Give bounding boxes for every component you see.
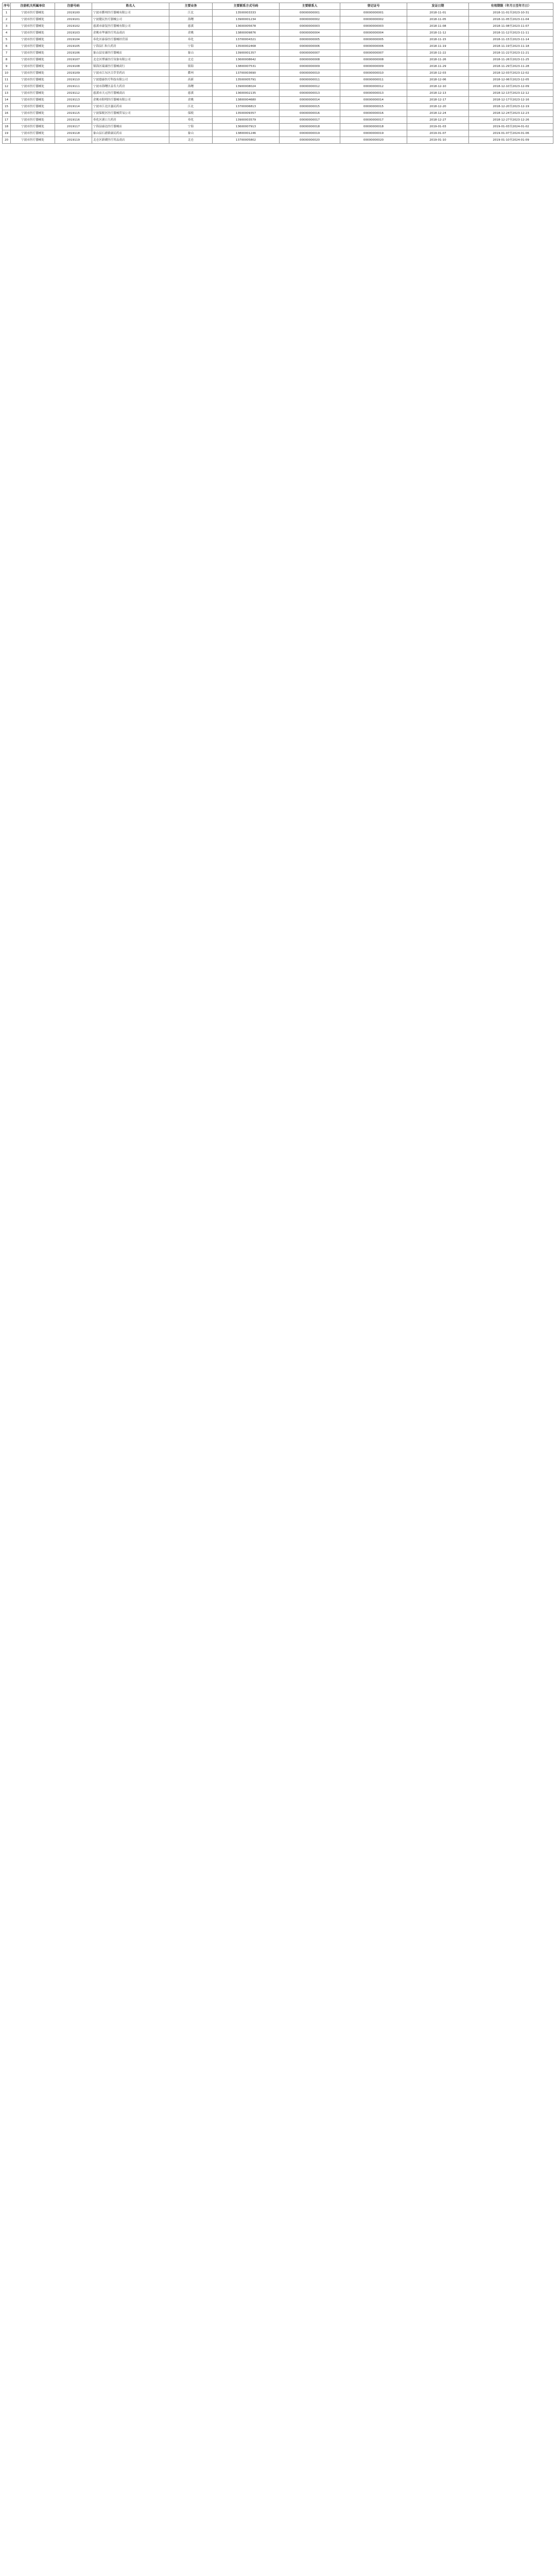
cell-validity: 2019-01-10至2024-01-09 [469, 137, 553, 144]
table-header-row [3, 3, 553, 10]
table-row [3, 50, 553, 57]
cell-contact-person: 00000000007 [280, 50, 340, 57]
cell-cert-number: 00000000011 [340, 77, 407, 83]
cell-cert-number: 00000000020 [340, 137, 407, 144]
cell-index: 3 [3, 23, 11, 30]
cell-reg-number: 2019107 [55, 57, 92, 63]
cell-validity: 2018-11-01至2023-10-31 [469, 10, 553, 16]
cell-name: 宁波市鄞州医疗器械有限公司 [92, 10, 169, 16]
cell-reg-number: 2019105 [55, 43, 92, 50]
table-row [3, 117, 553, 124]
cell-name: 宁波市江北区惠民药店 [92, 104, 169, 110]
cell-issue-date: 2018-11-26 [407, 57, 469, 63]
cell-issue-date: 2018-11-05 [407, 16, 469, 23]
cell-cert-number: 00000000007 [340, 50, 407, 57]
cell-index: 13 [3, 90, 11, 97]
cell-issue-date: 2018-12-24 [407, 110, 469, 117]
header-index: 序号 [3, 3, 11, 10]
cell-name: 慈溪市天元医疗器械商店 [92, 90, 169, 97]
registration-table [2, 3, 553, 144]
cell-index: 9 [3, 63, 11, 70]
cell-authority: 宁波市医疗器械处 [11, 10, 55, 16]
cell-contact-person: 00000000010 [280, 70, 340, 77]
table-row [3, 23, 553, 30]
cell-authority: 宁波市医疗器械处 [11, 77, 55, 83]
cell-issue-date: 2018-12-20 [407, 104, 469, 110]
cell-authority: 宁波市医疗器械处 [11, 83, 55, 90]
cell-business: 余姚 [169, 97, 213, 104]
cell-contact-number: 13700005802 [213, 137, 280, 144]
cell-contact-number: 13700006813 [213, 104, 280, 110]
cell-contact-number: 13900008024 [213, 83, 280, 90]
cell-index: 8 [3, 57, 11, 63]
cell-authority: 宁波市医疗器械处 [11, 70, 55, 77]
cell-issue-date: 2018-11-08 [407, 23, 469, 30]
cell-reg-number: 2019110 [55, 77, 92, 83]
header-reg-number: 注册号码 [55, 3, 92, 10]
cell-reg-number: 2019101 [55, 16, 92, 23]
cell-reg-number: 2019109 [55, 70, 92, 77]
cell-validity: 2018-11-22至2023-11-21 [469, 50, 553, 57]
cell-name: 奉化区康泰医疗器械经营部 [92, 37, 169, 43]
cell-contact-number: 13500003333 [213, 10, 280, 16]
cell-validity: 2018-12-27至2023-12-26 [469, 117, 553, 124]
cell-business: 高新 [169, 77, 213, 83]
cell-index: 2 [3, 16, 11, 23]
cell-contact-number: 13600008642 [213, 57, 280, 63]
cell-business: 慈溪 [169, 90, 213, 97]
cell-reg-number: 2019100 [55, 10, 92, 16]
cell-reg-number: 2019117 [55, 124, 92, 130]
cell-cert-number: 00000000016 [340, 110, 407, 117]
cell-contact-number: 13700004321 [213, 37, 280, 43]
cell-authority: 宁波市医疗器械处 [11, 16, 55, 23]
cell-cert-number: 00000000013 [340, 90, 407, 97]
cell-business: 奉化 [169, 37, 213, 43]
cell-business: 宁海 [169, 43, 213, 50]
cell-validity: 2018-12-24至2023-12-23 [469, 110, 553, 117]
cell-contact-person: 00000000005 [280, 37, 340, 43]
cell-reg-number: 2019114 [55, 104, 92, 110]
cell-issue-date: 2018-11-19 [407, 43, 469, 50]
cell-contact-person: 00000000011 [280, 77, 340, 83]
cell-authority: 宁波市医疗器械处 [11, 104, 55, 110]
cell-cert-number: 00000000009 [340, 63, 407, 70]
cell-authority: 宁波市医疗器械处 [11, 90, 55, 97]
cell-validity: 2018-12-10至2023-12-09 [469, 83, 553, 90]
cell-contact-person: 00000000009 [280, 63, 340, 70]
registration-table-sheet [2, 3, 553, 144]
cell-contact-person: 00000000019 [280, 130, 340, 137]
cell-contact-number: 13800007531 [213, 63, 280, 70]
cell-cert-number: 00000000001 [340, 10, 407, 16]
cell-authority: 宁波市医疗器械处 [11, 43, 55, 50]
cell-business: 鄞州 [169, 70, 213, 77]
cell-business: 江北 [169, 104, 213, 110]
cell-name: 余姚市阳明医疗器械有限公司 [92, 97, 169, 104]
cell-name: 奉化区溪口大药房 [92, 117, 169, 124]
table-row [3, 110, 553, 117]
cell-validity: 2018-12-17至2023-12-16 [469, 97, 553, 104]
cell-reg-number: 2019104 [55, 37, 92, 43]
cell-contact-number: 13600005678 [213, 23, 280, 30]
cell-contact-number: 13900003579 [213, 117, 280, 124]
cell-contact-number: 13800004680 [213, 97, 280, 104]
header-validity: 有效期限（年月日至年月日） [469, 3, 553, 10]
table-row [3, 70, 553, 77]
table-row [3, 130, 553, 137]
cell-issue-date: 2019-01-07 [407, 130, 469, 137]
cell-business: 海曙 [169, 16, 213, 23]
cell-name: 宁海县康达医疗器械店 [92, 124, 169, 130]
cell-authority: 宁波市医疗器械处 [11, 30, 55, 37]
cell-name: 宁波市江东区百草堂药店 [92, 70, 169, 77]
cell-contact-number: 13500009357 [213, 110, 280, 117]
cell-authority: 宁波市医疗器械处 [11, 130, 55, 137]
cell-cert-number: 00000000012 [340, 83, 407, 90]
cell-validity: 2018-12-06至2023-12-05 [469, 77, 553, 83]
cell-contact-person: 00000000020 [280, 137, 340, 144]
cell-business: 镇海 [169, 63, 213, 70]
cell-index: 18 [3, 124, 11, 130]
cell-validity: 2018-11-19至2023-11-18 [469, 43, 553, 50]
cell-name: 象山县安康医疗器械店 [92, 50, 169, 57]
cell-contact-person: 00000000018 [280, 124, 340, 130]
cell-issue-date: 2018-12-17 [407, 97, 469, 104]
cell-name: 北仑区博康医疗设备有限公司 [92, 57, 169, 63]
cell-issue-date: 2018-11-12 [407, 30, 469, 37]
cell-name: 象山县石浦镇康民药店 [92, 130, 169, 137]
cell-contact-number: 13500002468 [213, 43, 280, 50]
cell-name: 镇海区瑞康医疗器械商行 [92, 63, 169, 70]
cell-contact-number: 13600007913 [213, 124, 280, 130]
cell-cert-number: 00000000002 [340, 16, 407, 23]
cell-business: 北仑 [169, 57, 213, 63]
cell-reg-number: 2019113 [55, 97, 92, 104]
cell-name: 宁海县仁和大药房 [92, 43, 169, 50]
cell-index: 20 [3, 137, 11, 144]
cell-reg-number: 2019112 [55, 90, 92, 97]
header-business: 主要业务 [169, 3, 213, 10]
cell-name: 宁波健民医疗器械公司 [92, 16, 169, 23]
cell-contact-person: 00000000004 [280, 30, 340, 37]
cell-validity: 2018-12-03至2023-12-02 [469, 70, 553, 77]
cell-issue-date: 2018-12-10 [407, 83, 469, 90]
cell-index: 12 [3, 83, 11, 90]
cell-contact-number: 13900001234 [213, 16, 280, 23]
table-row [3, 30, 553, 37]
cell-reg-number: 2019106 [55, 50, 92, 57]
cell-reg-number: 2019115 [55, 110, 92, 117]
cell-issue-date: 2019-01-03 [407, 124, 469, 130]
cell-authority: 宁波市医疗器械处 [11, 50, 55, 57]
cell-name: 宁波保税区医疗器械贸易公司 [92, 110, 169, 117]
table-row [3, 77, 553, 83]
cell-validity: 2018-11-15至2023-11-14 [469, 37, 553, 43]
header-contact-person: 主要联系人 [280, 3, 340, 10]
cell-reg-number: 2019118 [55, 130, 92, 137]
cell-name: 宁波德康医疗科技有限公司 [92, 77, 169, 83]
header-contact-number: 主要联系方式号码 [213, 3, 280, 10]
cell-contact-person: 00000000013 [280, 90, 340, 97]
cell-index: 15 [3, 104, 11, 110]
cell-name: 慈溪市康复医疗器械有限公司 [92, 23, 169, 30]
cell-business: 慈溪 [169, 23, 213, 30]
cell-contact-person: 00000000002 [280, 16, 340, 23]
cell-validity: 2018-12-13至2023-12-12 [469, 90, 553, 97]
cell-issue-date: 2018-12-06 [407, 77, 469, 83]
cell-contact-person: 00000000016 [280, 110, 340, 117]
cell-index: 6 [3, 43, 11, 50]
cell-cert-number: 00000000010 [340, 70, 407, 77]
cell-authority: 宁波市医疗器械处 [11, 97, 55, 104]
cell-business: 余姚 [169, 30, 213, 37]
cell-validity: 2018-11-08至2023-11-07 [469, 23, 553, 30]
cell-authority: 宁波市医疗器械处 [11, 63, 55, 70]
cell-contact-number: 13600002135 [213, 90, 280, 97]
cell-name: 宁波市海曙区益寿大药房 [92, 83, 169, 90]
cell-cert-number: 00000000015 [340, 104, 407, 110]
cell-cert-number: 00000000018 [340, 124, 407, 130]
table-row [3, 97, 553, 104]
table-row [3, 83, 553, 90]
cell-contact-number: 13500005791 [213, 77, 280, 83]
cell-issue-date: 2018-11-15 [407, 37, 469, 43]
cell-validity: 2019-01-07至2024-01-06 [469, 130, 553, 137]
cell-authority: 宁波市医疗器械处 [11, 23, 55, 30]
cell-business: 象山 [169, 130, 213, 137]
table-row [3, 43, 553, 50]
cell-index: 16 [3, 110, 11, 117]
cell-contact-number: 13800009876 [213, 30, 280, 37]
table-row [3, 16, 553, 23]
cell-authority: 宁波市医疗器械处 [11, 137, 55, 144]
cell-index: 11 [3, 77, 11, 83]
cell-cert-number: 00000000004 [340, 30, 407, 37]
cell-index: 19 [3, 130, 11, 137]
cell-index: 10 [3, 70, 11, 77]
table-row [3, 63, 553, 70]
cell-reg-number: 2019108 [55, 63, 92, 70]
cell-business: 奉化 [169, 117, 213, 124]
cell-issue-date: 2019-01-10 [407, 137, 469, 144]
cell-issue-date: 2018-11-22 [407, 50, 469, 57]
cell-cert-number: 00000000005 [340, 37, 407, 43]
cell-contact-person: 00000000014 [280, 97, 340, 104]
header-authority: 注册机关所属单位 [11, 3, 55, 10]
cell-contact-person: 00000000003 [280, 23, 340, 30]
cell-reg-number: 2019119 [55, 137, 92, 144]
cell-authority: 宁波市医疗器械处 [11, 110, 55, 117]
cell-reg-number: 2019103 [55, 30, 92, 37]
cell-authority: 宁波市医疗器械处 [11, 117, 55, 124]
header-cert-number: 登记证号 [340, 3, 407, 10]
table-row [3, 57, 553, 63]
cell-validity: 2018-11-12至2023-11-11 [469, 30, 553, 37]
table-row [3, 37, 553, 43]
table-row [3, 10, 553, 16]
table-row [3, 137, 553, 144]
table-row [3, 104, 553, 110]
cell-name: 余姚市华康医疗用品商店 [92, 30, 169, 37]
cell-validity: 2019-01-03至2024-01-02 [469, 124, 553, 130]
cell-reg-number: 2019116 [55, 117, 92, 124]
cell-contact-number: 13900001357 [213, 50, 280, 57]
cell-validity: 2018-11-29至2023-11-28 [469, 63, 553, 70]
cell-issue-date: 2018-12-13 [407, 90, 469, 97]
cell-index: 17 [3, 117, 11, 124]
cell-business: 象山 [169, 50, 213, 57]
cell-reg-number: 2019102 [55, 23, 92, 30]
cell-name: 北仑区新碶医疗用品商店 [92, 137, 169, 144]
cell-index: 5 [3, 37, 11, 43]
cell-reg-number: 2019111 [55, 83, 92, 90]
cell-authority: 宁波市医疗器械处 [11, 124, 55, 130]
cell-issue-date: 2018-11-01 [407, 10, 469, 16]
cell-issue-date: 2018-11-29 [407, 63, 469, 70]
cell-business: 宁海 [169, 124, 213, 130]
header-name: 姓名人 [92, 3, 169, 10]
cell-validity: 2018-11-26至2023-11-25 [469, 57, 553, 63]
cell-cert-number: 00000000008 [340, 57, 407, 63]
cell-cert-number: 00000000006 [340, 43, 407, 50]
cell-cert-number: 00000000017 [340, 117, 407, 124]
cell-contact-number: 13700003690 [213, 70, 280, 77]
cell-index: 4 [3, 30, 11, 37]
cell-cert-number: 00000000014 [340, 97, 407, 104]
table-body [3, 10, 553, 144]
cell-validity: 2018-11-05至2023-11-04 [469, 16, 553, 23]
cell-contact-person: 00000000001 [280, 10, 340, 16]
cell-contact-person: 00000000015 [280, 104, 340, 110]
cell-issue-date: 2018-12-27 [407, 117, 469, 124]
cell-validity: 2018-12-20至2023-12-19 [469, 104, 553, 110]
cell-cert-number: 00000000019 [340, 130, 407, 137]
cell-index: 7 [3, 50, 11, 57]
cell-business: 北仑 [169, 137, 213, 144]
cell-index: 1 [3, 10, 11, 16]
cell-contact-person: 00000000012 [280, 83, 340, 90]
cell-business: 江北 [169, 10, 213, 16]
cell-contact-person: 00000000008 [280, 57, 340, 63]
cell-contact-person: 00000000017 [280, 117, 340, 124]
cell-contact-number: 13800001246 [213, 130, 280, 137]
cell-authority: 宁波市医疗器械处 [11, 57, 55, 63]
cell-issue-date: 2018-12-03 [407, 70, 469, 77]
cell-index: 14 [3, 97, 11, 104]
table-row [3, 90, 553, 97]
cell-cert-number: 00000000003 [340, 23, 407, 30]
header-issue-date: 发证日期 [407, 3, 469, 10]
cell-contact-person: 00000000006 [280, 43, 340, 50]
cell-business: 海曙 [169, 83, 213, 90]
cell-business: 保税 [169, 110, 213, 117]
table-row [3, 124, 553, 130]
cell-authority: 宁波市医疗器械处 [11, 37, 55, 43]
